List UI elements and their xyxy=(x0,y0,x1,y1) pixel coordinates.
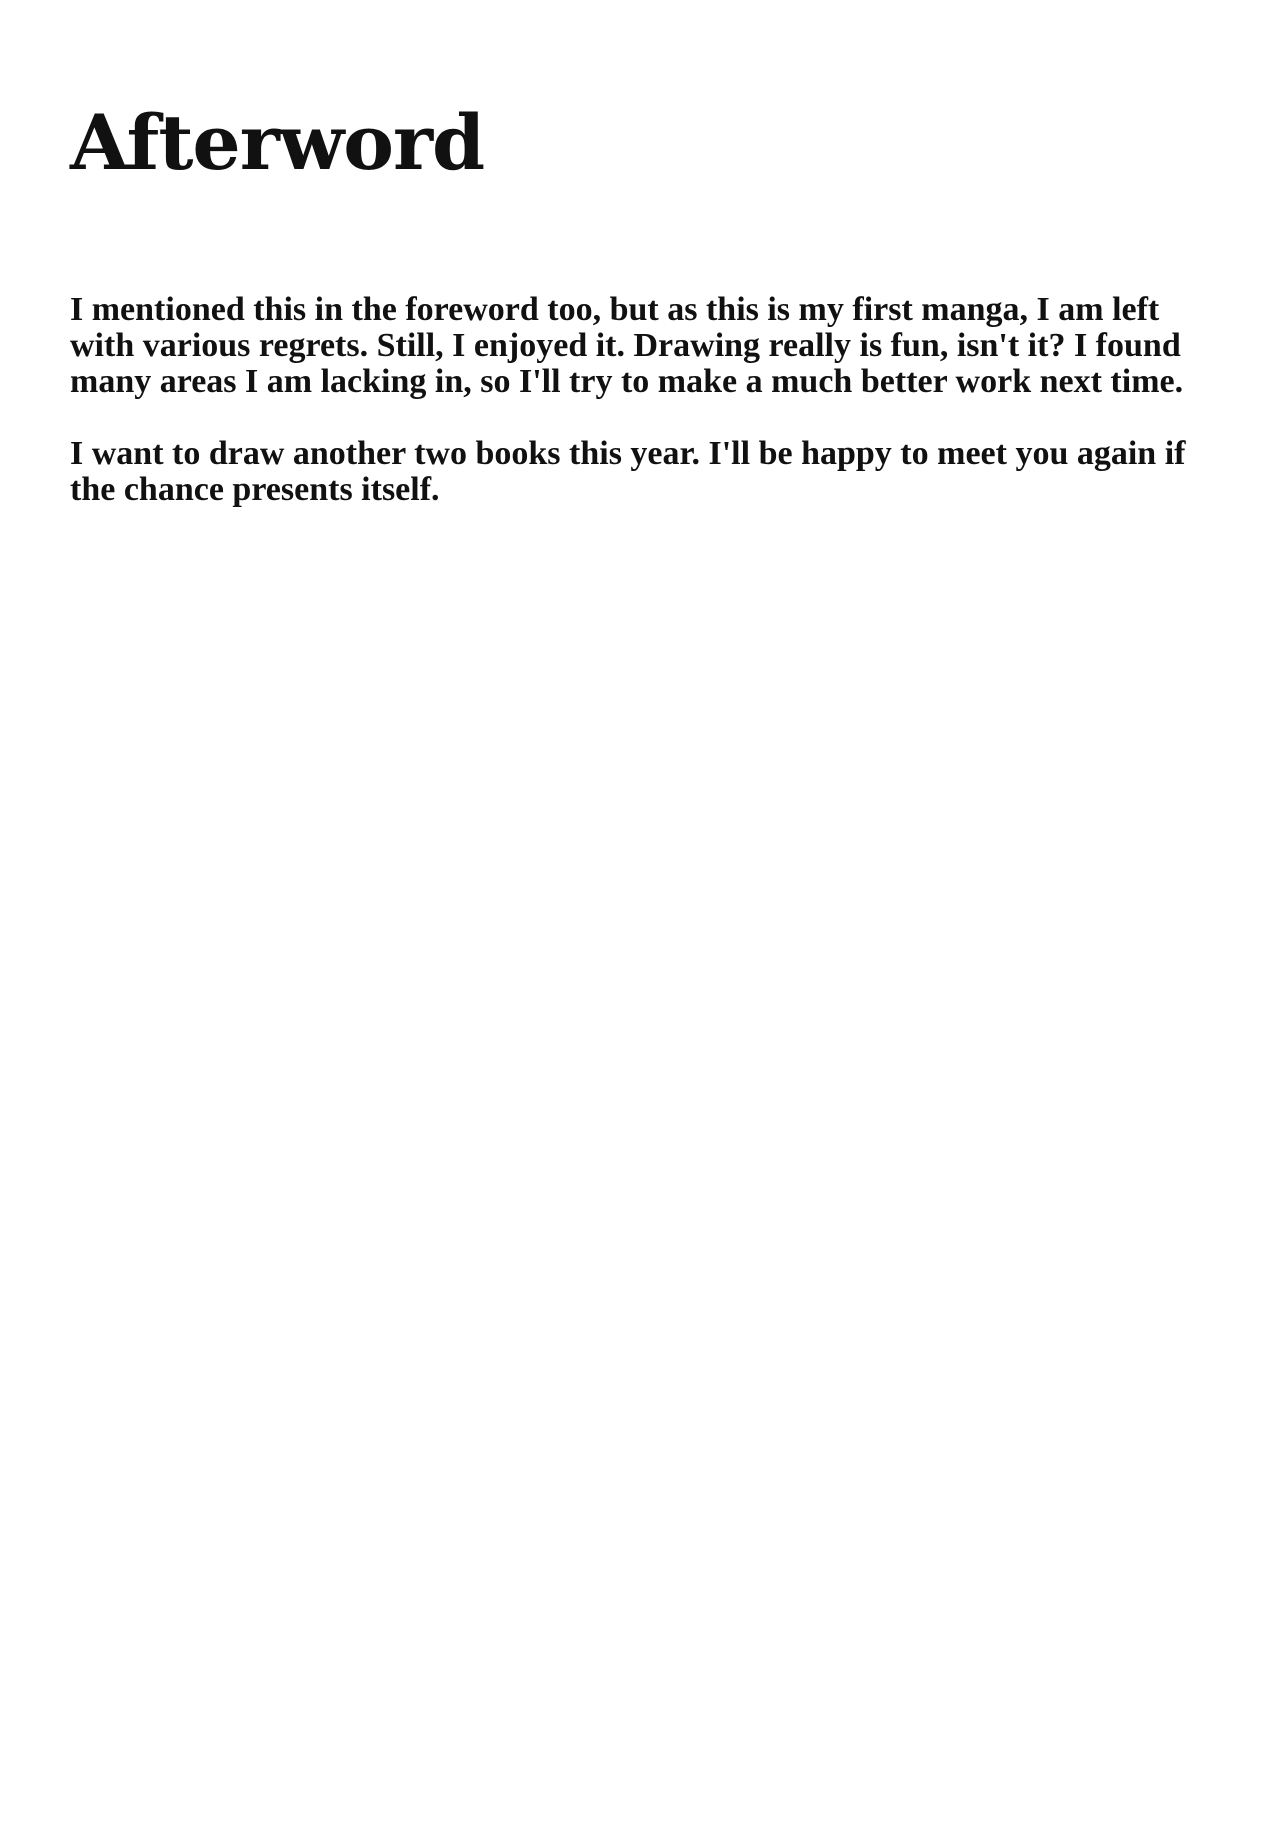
page-title: Afterword xyxy=(70,98,485,187)
paragraph-1: I mentioned this in the foreword too, but as this is my first manga, I am left with various regrets. Still, I enjoyed it. Drawing really is fun, isn't it? I found many areas I am lacking in, so I'll try to make a much better work next time. xyxy=(70,291,1184,400)
document-body xyxy=(70,292,1215,544)
paragraph-2: I want to draw another two books this year. I'll be happy to meet you again if the chance presents itself. xyxy=(70,435,1186,508)
